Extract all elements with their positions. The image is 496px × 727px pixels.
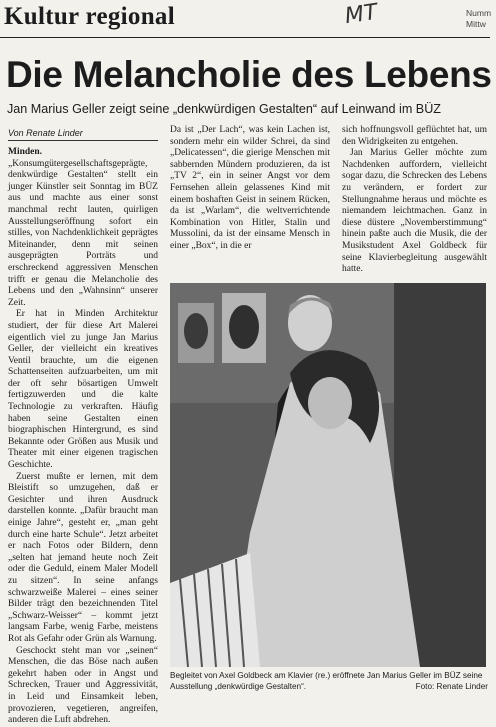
article-column-1: [8, 147, 158, 726]
article-column-2: [170, 125, 330, 275]
painted-face: [184, 313, 208, 349]
issue-meta-line-1: Numm: [466, 8, 492, 18]
paragraph: Da ist „Der Lach“, was kein Lachen ist, sondern mehr ein wilder Schrei, da sind „Delicatessen“, die gierige Menschen mit sabbernden Mündern produzieren, da ist „TV 2“, ein in seiner Angst vor dem Fernsehen allein gelassenes Kind mit einem boshaften Geist in seinem Rücken, da ist „Warlam“, die weltverrichtende Kombination von Hitler, Stalin und Mussolini, da ist der einsame Mensch in einer „Box“, in die er: [170, 125, 330, 251]
issue-meta-line-2: Mittw: [466, 19, 486, 29]
byline-rule: [8, 140, 158, 141]
handwritten-note: MT: [343, 0, 380, 30]
photo-credit: Foto: Renate Linder: [415, 682, 488, 691]
photo-caption: [170, 670, 488, 692]
article-byline: Von Renate Linder: [8, 128, 83, 138]
paragraph: Er hat in Minden Architektur studiert, der für diese Art Malerei eigentlich viel zu junge Jan Marius Geller, der vielleicht ein kreatives Ventil brauchte, um die eigenen Schattenseiten aufzuarbeiten, um mit der oft sehr bösartigen Umwelt fertigzuwerden und die kalte Technologie zu verkraften. Häufig haben seine Gestalten einen biographischen Hintergrund, es sind Bekannte oder Größen aus Musik und Theater mit einer eigenen tragischen Geschichte.: [8, 309, 158, 471]
article-headline: Die Melancholie des Lebens: [6, 54, 492, 95]
dateline: Minden.: [8, 147, 43, 157]
caption-text: Begleitet von Axel Goldbeck am Klavier (re.) eröffnete Jan Marius Geller im BÜZ seine Ausstellung „denkwürdige Gestalten“.: [170, 671, 483, 691]
paragraph-text: „Konsumgütergesellschaftsgeprägte, denkwürdige Gestalten“ stellt ein junger Künstler seit Sonntag im BÜZ aus und machte aus einer sonst manchmal recht lauten, quirligen Ausstellungseröffnung sofort ein stilles, von Nachdenklichkeit geprägtes Miteinander, denn mit seinen ausgeprägten Porträts und erschreckend aggressiven Menschen trifft er genau die Melancholie des Lebens und den „Wahnsinn“ unserer Zeit.: [8, 158, 158, 308]
section-title: Kultur regional: [4, 3, 175, 30]
pianist-face: [308, 377, 352, 429]
issue-meta: [466, 8, 496, 30]
photo-illustration: [170, 283, 486, 667]
painted-face: [229, 305, 259, 349]
page-header: [0, 0, 490, 38]
paragraph: Jan Marius Geller möchte zum Nachdenken auffordern, vielleicht sogar dazu, die Schrecken des Lebens zu verändern, er fordert zur Stellungnahme heraus und möchte es niemandem leichtmachen. Ganz in diese düstere „Novemberstimmung“ hinein paßte auch die Musik, die der Musikstudent Axel Goldbeck für seine Klavierbegleitung ausgewählt hatte.: [342, 148, 487, 275]
paragraph: Geschockt steht man vor „seinen“ Menschen, die das Böse nach außen gekehrt haben oder in Angst und Schrecken, Trauer und Aggressivität, in Leid und Einsamkeit leben, provozieren, vegetieren, angreifen, anderen die Luft abdrehen.: [8, 645, 158, 726]
paragraph: sich hoffnungsvoll geflüchtet hat, um den Widrigkeiten zu entgehen.: [342, 125, 487, 147]
paragraph: [8, 147, 158, 309]
paragraph: Zuerst mußte er lernen, mit dem Bleistift so umzugehen, daß er Gesichter und ihren Ausdruck darstellen konnte. „Dafür braucht man einige Jahre“, gesteht er, „man geht durch eine harte Schule“. Jetzt arbeitet er nach Fotos oder Bildern, denn „selten hat jemand heute noch Zeit oder die Geduld, einem Maler Modell zu sitzen“. In seine anfangs schwarzweiße Malerei – eines seiner Bilder trägt den bezeichnenden Titel „Schwarz-Weisser“ – kommt jetzt langsam Farbe, wenig Farbe, meistens Rot als Gefahr oder Grün als Warnung.: [8, 471, 158, 644]
article-subheadline: Jan Marius Geller zeigt seine „denkwürdigen Gestalten“ auf Leinwand im BÜZ: [7, 102, 441, 116]
article-column-3: [342, 125, 487, 275]
article-photo: [170, 283, 486, 667]
